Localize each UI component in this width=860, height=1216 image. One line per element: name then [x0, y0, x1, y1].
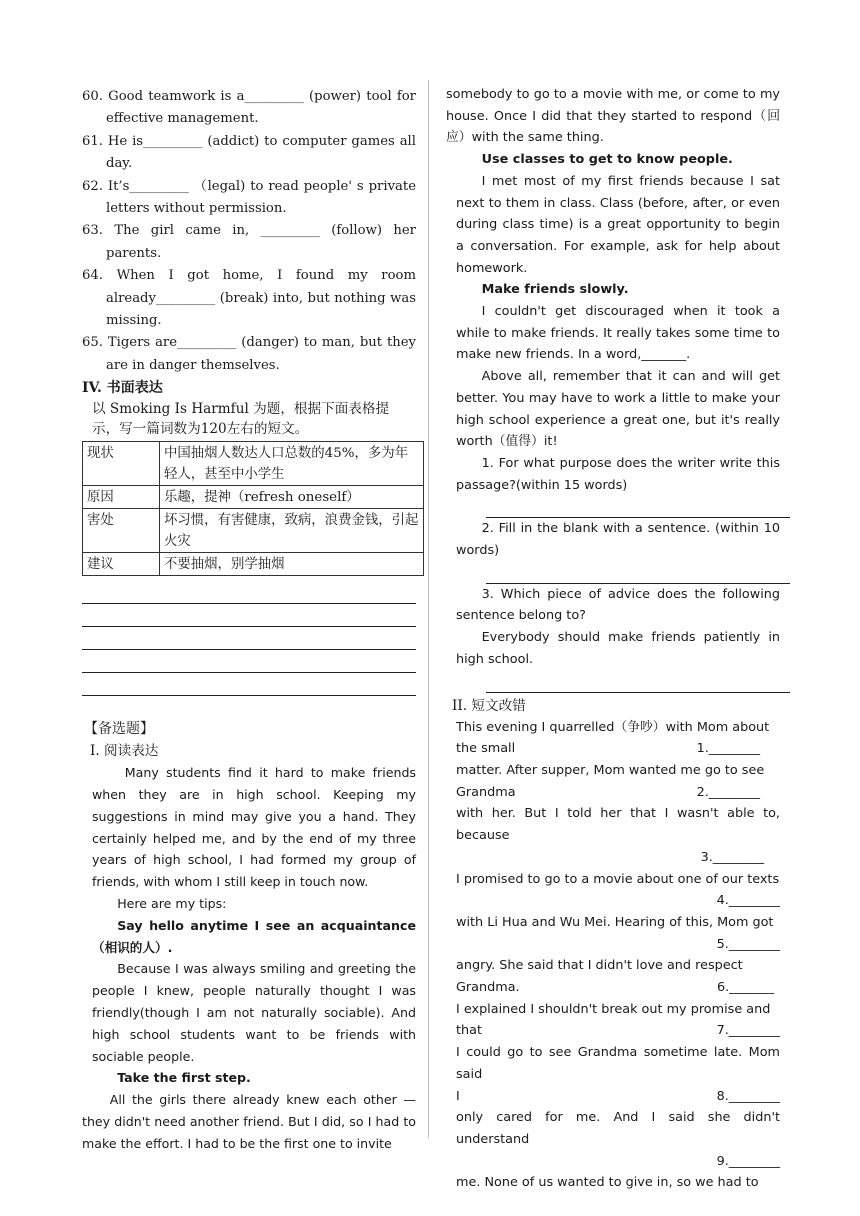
writing-lines — [82, 580, 416, 696]
correction-text: that — [456, 1023, 482, 1039]
table-row — [83, 442, 424, 486]
correction-line — [456, 1107, 780, 1150]
correction-number[interactable]: 9.________ — [716, 1153, 780, 1169]
table-row — [83, 486, 424, 509]
correction-text: I promised to go to a movie about one of our texts — [456, 871, 780, 887]
correction-text: me. None of us wanted to give in, so we had to — [456, 1175, 759, 1191]
passage-paragraph: Above all, remember that it can and will get better. You may have to work a little to make your high school experience a great one, but it's really worth（值得）it! — [456, 369, 780, 450]
correction-line — [456, 890, 780, 912]
answer-line-1[interactable] — [486, 496, 790, 518]
question-61: 61. He is_________ (addict) to computer games all day. — [82, 133, 416, 172]
correction-number[interactable]: 4.________ — [716, 893, 780, 909]
table-cell-key: 害处 — [83, 509, 160, 553]
passage-tip-heading: Say hello anytime I see an acquaintance（相识的人）. — [92, 917, 416, 955]
passage-continued — [446, 149, 780, 692]
correction-line — [456, 1172, 780, 1194]
passage-paragraph: Many students find it hard to make friends when they are in high school. Keeping my suggestions in mind may give you a hand. They certainly helped me, and by the end of my three years of high school, I had formed my group of friends, with whom I still keep in touch now. — [92, 765, 416, 890]
writing-line[interactable] — [82, 627, 416, 650]
passage-paragraph: Because I was always smiling and greeting the people I knew, people naturally thought I was friendly(though I am not naturally sociable). And high school students want to be friends with sociable people. — [92, 961, 416, 1064]
correction-line — [456, 803, 780, 846]
section-4-title: IV. 书面表达 — [82, 380, 163, 397]
passage-tip-heading: Take the first step. — [117, 1070, 251, 1086]
passage-paragraph: somebody to go to a movie with me, or come to my house. Once I did that they started to respond（回应）with the same thing. — [446, 87, 780, 146]
correction-text: I — [456, 1088, 460, 1104]
alternate-questions-title: 【备选题】 — [84, 721, 154, 738]
correction-line — [456, 782, 780, 804]
reading-question-3-sentence: Everybody should make friends patiently in high school. — [456, 630, 780, 667]
table-row — [83, 553, 424, 576]
correction-line — [456, 738, 780, 760]
correction-line — [456, 999, 780, 1021]
correction-text: I explained I shouldn't break out my promise and — [456, 1001, 771, 1017]
correction-text: with her. But I told her that I wasn't able to, because — [456, 806, 780, 844]
table-cell-key: 原因 — [83, 486, 160, 509]
correction-line — [456, 1042, 780, 1085]
table-cell-key: 建议 — [83, 553, 160, 576]
correction-section-title: II. 短文改错 — [452, 697, 526, 714]
answer-line-2[interactable] — [486, 562, 790, 584]
table-cell-value: 不要抽烟，别学抽烟 — [160, 553, 424, 576]
passage-tip-heading: Make friends slowly. — [481, 282, 629, 298]
table-cell-value: 坏习惯，有害健康，致病，浪费金钱，引起火灾 — [160, 509, 424, 553]
table-row — [83, 509, 424, 553]
writing-line[interactable] — [82, 650, 416, 673]
correction-line — [456, 847, 780, 869]
correction-text: Grandma. — [456, 980, 520, 996]
answer-line-3[interactable] — [486, 671, 790, 693]
question-63: 63. The girl came in, _________ (follow) her parents. — [82, 223, 416, 261]
passage-tip-heading: Use classes to get to know people. — [481, 152, 733, 168]
correction-number[interactable]: 8.________ — [716, 1088, 780, 1104]
correction-text: the small — [456, 741, 516, 757]
correction-line — [456, 955, 780, 977]
correction-number[interactable]: 3.________ — [700, 849, 764, 865]
question-62: 62. It’s_________ （legal) to read people' s private letters without permission. — [82, 178, 416, 217]
correction-number[interactable]: 5.________ — [716, 936, 780, 952]
column-divider — [428, 80, 429, 1138]
passage-paragraph: I met most of my first friends because I sat next to them in class. Class (before, after, or even during class time) is a great opportunity to begin a conversation. For example, ask for help about homework. — [456, 173, 780, 276]
right-column — [446, 84, 780, 1194]
table-cell-key: 现状 — [83, 442, 160, 486]
reading-question-1: 1. For what purpose does the writer write this passage?(within 15 words) — [456, 455, 780, 493]
correction-number[interactable]: 2.________ — [696, 784, 760, 800]
correction-line — [456, 977, 780, 999]
correction-passage — [446, 717, 780, 1194]
correction-text: angry. She said that I didn't love and respect — [456, 958, 743, 974]
passage-paragraph: I couldn't get discouraged when it took a while to make friends. It really takes some time to make new friends. In a word,_______. — [456, 304, 780, 363]
correction-number[interactable]: 7.________ — [716, 1023, 780, 1039]
reading-question-3: 3. Which piece of advice does the following sentence belong to? — [456, 586, 780, 624]
correction-line — [456, 760, 780, 782]
table-cell-value: 中国抽烟人数达人口总数的45%，多为年轻人，甚至中小学生 — [160, 442, 424, 486]
correction-text: I could go to see Grandma sometime late. Mom said — [456, 1045, 780, 1082]
question-64: 64. When I got home, I found my room already_________ (break) into, but nothing was missing. — [82, 268, 416, 329]
writing-line[interactable] — [82, 580, 416, 604]
correction-number[interactable]: 1.________ — [696, 741, 760, 757]
table-cell-value: 乐趣，提神（refresh oneself） — [160, 486, 424, 509]
correction-line — [456, 717, 780, 739]
correction-text: only cared for me. And I said she didn't understand — [456, 1110, 780, 1147]
correction-line — [456, 934, 780, 956]
reading-section-title: I. 阅读表达 — [90, 743, 159, 760]
correction-text: Grandma — [456, 784, 516, 800]
correction-line — [456, 1020, 780, 1042]
passage-paragraph: All the girls there already knew each other — they didn't need another friend. But I did, so I had to make the effort. I had to be the first one to invite — [82, 1092, 416, 1151]
correction-number[interactable]: 6._______ — [717, 980, 774, 996]
correction-text: matter. After supper, Mom wanted me go to see — [456, 762, 765, 778]
writing-line[interactable] — [82, 604, 416, 627]
correction-text: with Li Hua and Wu Mei. Hearing of this, Mom got — [456, 914, 774, 930]
correction-line — [456, 1086, 780, 1108]
correction-text: This evening I quarrelled（争吵）with Mom about — [456, 719, 770, 735]
reading-passage — [82, 762, 416, 1089]
writing-line[interactable] — [82, 673, 416, 696]
correction-line — [456, 1151, 780, 1173]
question-65: 65. Tigers are_________ (danger) to man, but they are in danger themselves. — [82, 335, 416, 373]
correction-line — [456, 912, 780, 934]
question-60: 60. Good teamwork is a_________ (power) tool for effective management. — [82, 89, 416, 127]
correction-line — [456, 869, 780, 891]
writing-prompt: 以 Smoking Is Harmful 为题，根据下面表格提示，写一篇词数为120左右的短文。 — [92, 401, 390, 438]
reading-question-2: 2. Fill in the blank with a sentence. (within 10 words) — [456, 521, 780, 559]
writing-hints-table — [82, 441, 424, 576]
passage-tips-intro: Here are my tips: — [117, 896, 227, 912]
left-column — [82, 86, 419, 1155]
